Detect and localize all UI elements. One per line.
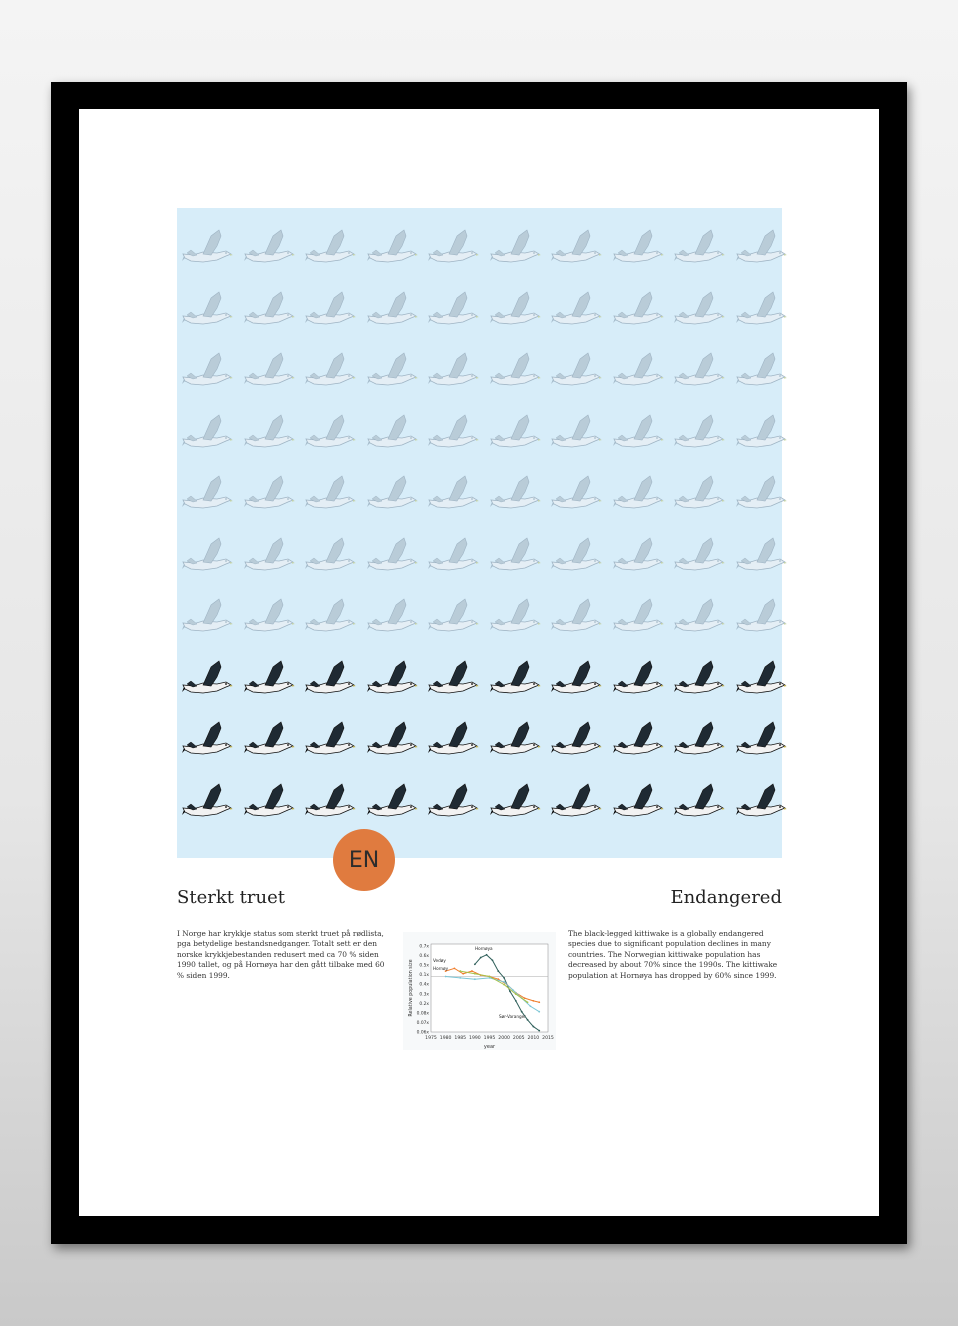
y-tick-label: 0.07x bbox=[416, 1020, 429, 1026]
x-tick-label: 2000 bbox=[498, 1036, 510, 1041]
kittiwake-icon bbox=[243, 659, 295, 699]
kittiwake-icon bbox=[366, 720, 418, 760]
data-point bbox=[515, 1000, 517, 1002]
faded-kittiwake-icon bbox=[243, 413, 295, 453]
y-tick-label: 0.2x bbox=[419, 1001, 429, 1007]
kittiwake-icon bbox=[612, 782, 664, 822]
faded-kittiwake-icon bbox=[304, 413, 356, 453]
faded-kittiwake-icon bbox=[243, 290, 295, 330]
picture-frame bbox=[51, 82, 907, 1244]
faded-kittiwake-icon bbox=[427, 474, 479, 514]
kittiwake-icon bbox=[673, 720, 725, 760]
faded-kittiwake-icon bbox=[181, 597, 233, 637]
data-point bbox=[538, 1001, 540, 1003]
data-point bbox=[532, 1026, 534, 1028]
y-tick-label: 0.5x bbox=[419, 963, 429, 969]
faded-kittiwake-icon bbox=[735, 413, 787, 453]
faded-kittiwake-icon bbox=[304, 290, 356, 330]
faded-kittiwake-icon bbox=[304, 351, 356, 391]
data-point bbox=[486, 954, 488, 956]
faded-kittiwake-icon bbox=[427, 597, 479, 637]
faded-kittiwake-icon bbox=[735, 351, 787, 391]
faded-kittiwake-icon bbox=[550, 351, 602, 391]
kittiwake-icon bbox=[673, 659, 725, 699]
faded-kittiwake-icon bbox=[181, 536, 233, 576]
faded-kittiwake-icon bbox=[181, 413, 233, 453]
data-point bbox=[480, 957, 482, 959]
kittiwake-icon bbox=[243, 720, 295, 760]
y-tick-label: 0.3x bbox=[419, 992, 429, 998]
kittiwake-icon bbox=[181, 720, 233, 760]
x-tick-label: 1985 bbox=[454, 1036, 467, 1041]
kittiwake-icon bbox=[550, 659, 602, 699]
faded-kittiwake-icon bbox=[366, 536, 418, 576]
faded-kittiwake-icon bbox=[427, 351, 479, 391]
faded-kittiwake-icon bbox=[243, 536, 295, 576]
data-point bbox=[530, 1005, 532, 1007]
faded-kittiwake-icon bbox=[612, 597, 664, 637]
kittiwake-icon bbox=[489, 782, 541, 822]
data-point bbox=[459, 970, 461, 972]
data-point bbox=[515, 993, 517, 995]
y-tick-label: 0.4x bbox=[419, 982, 429, 988]
data-point bbox=[459, 977, 461, 979]
data-point bbox=[462, 973, 464, 975]
faded-kittiwake-icon bbox=[181, 351, 233, 391]
x-tick-label: 2005 bbox=[512, 1036, 525, 1041]
kittiwake-icon bbox=[612, 720, 664, 760]
y-tick-label: 0.6x bbox=[419, 954, 429, 960]
y-tick-label: 0.06x bbox=[416, 1030, 429, 1036]
faded-kittiwake-icon bbox=[243, 228, 295, 268]
data-point bbox=[503, 981, 505, 983]
chart-annotation: Vedøy bbox=[433, 958, 446, 963]
kittiwake-icon bbox=[735, 659, 787, 699]
faded-kittiwake-icon bbox=[735, 228, 787, 268]
x-tick-label: 1980 bbox=[439, 1036, 452, 1041]
kittiwake-icon bbox=[673, 782, 725, 822]
faded-kittiwake-icon bbox=[489, 228, 541, 268]
heading-norwegian: Sterkt truet bbox=[177, 887, 285, 908]
x-tick-label: 2010 bbox=[527, 1036, 540, 1041]
faded-kittiwake-icon bbox=[427, 413, 479, 453]
y-tick-label: 0.08x bbox=[416, 1011, 429, 1017]
faded-kittiwake-icon bbox=[427, 228, 479, 268]
faded-kittiwake-icon bbox=[612, 351, 664, 391]
faded-kittiwake-icon bbox=[612, 290, 664, 330]
data-point bbox=[538, 1011, 540, 1013]
kittiwake-icon bbox=[489, 659, 541, 699]
faded-kittiwake-icon bbox=[181, 290, 233, 330]
data-point bbox=[538, 1030, 540, 1032]
faded-kittiwake-icon bbox=[735, 290, 787, 330]
faded-kittiwake-icon bbox=[304, 536, 356, 576]
faded-kittiwake-icon bbox=[673, 597, 725, 637]
faded-kittiwake-icon bbox=[489, 413, 541, 453]
faded-kittiwake-icon bbox=[612, 474, 664, 514]
faded-kittiwake-icon bbox=[735, 536, 787, 576]
kittiwake-icon bbox=[243, 782, 295, 822]
chart-annotation: Hornøya bbox=[475, 946, 493, 951]
faded-kittiwake-icon bbox=[673, 474, 725, 514]
kittiwake-icon bbox=[735, 720, 787, 760]
faded-kittiwake-icon bbox=[304, 597, 356, 637]
faded-kittiwake-icon bbox=[243, 351, 295, 391]
data-point bbox=[509, 990, 511, 992]
faded-kittiwake-icon bbox=[735, 474, 787, 514]
kittiwake-icon bbox=[550, 782, 602, 822]
faded-kittiwake-icon bbox=[550, 536, 602, 576]
chart-annotation: Hornøy bbox=[433, 966, 449, 971]
body-text-norwegian: I Norge har krykkje status som sterkt truet på rødlista, pga betydelige bestandsnedganger. Totalt sett er den norske krykkjebestanden redusert med ca 70 % siden 1990 tallet, og på Hornøya har den gått tilbake med 60 % siden 1999. bbox=[177, 929, 385, 980]
bird-grid-panel bbox=[177, 208, 782, 858]
faded-kittiwake-icon bbox=[489, 351, 541, 391]
faded-kittiwake-icon bbox=[735, 597, 787, 637]
body-text-english: The black-legged kittiwake is a globally endangered species due to significant population declines in many countries. The Norwegian kittiwake population has decreased by about 70% since the 1990s. The kittiwake population at Hornøya has dropped by 60% since 1999. bbox=[568, 929, 778, 980]
faded-kittiwake-icon bbox=[673, 351, 725, 391]
x-tick-label: 2015 bbox=[542, 1036, 554, 1041]
faded-kittiwake-icon bbox=[366, 290, 418, 330]
faded-kittiwake-icon bbox=[489, 536, 541, 576]
kittiwake-icon bbox=[612, 659, 664, 699]
kittiwake-icon bbox=[181, 782, 233, 822]
faded-kittiwake-icon bbox=[673, 536, 725, 576]
data-point bbox=[471, 970, 473, 972]
kittiwake-icon bbox=[366, 782, 418, 822]
faded-kittiwake-icon bbox=[366, 228, 418, 268]
faded-kittiwake-icon bbox=[550, 474, 602, 514]
data-point bbox=[474, 978, 476, 980]
x-tick-label: 1995 bbox=[483, 1036, 496, 1041]
faded-kittiwake-icon bbox=[243, 597, 295, 637]
kittiwake-icon bbox=[735, 782, 787, 822]
data-point bbox=[532, 1000, 534, 1002]
kittiwake-icon bbox=[550, 720, 602, 760]
data-point bbox=[503, 984, 505, 986]
faded-kittiwake-icon bbox=[181, 474, 233, 514]
kittiwake-icon bbox=[304, 659, 356, 699]
poster-paper bbox=[79, 109, 879, 1216]
data-point bbox=[497, 970, 499, 972]
y-tick-label: 0.7x bbox=[419, 944, 429, 950]
data-point bbox=[474, 973, 476, 975]
data-point bbox=[474, 963, 476, 965]
kittiwake-icon bbox=[427, 659, 479, 699]
faded-kittiwake-icon bbox=[366, 474, 418, 514]
kittiwake-icon bbox=[181, 659, 233, 699]
faded-kittiwake-icon bbox=[366, 413, 418, 453]
faded-kittiwake-icon bbox=[550, 290, 602, 330]
faded-kittiwake-icon bbox=[366, 597, 418, 637]
faded-kittiwake-icon bbox=[489, 290, 541, 330]
faded-kittiwake-icon bbox=[427, 290, 479, 330]
faded-kittiwake-icon bbox=[673, 290, 725, 330]
data-point bbox=[492, 959, 494, 961]
y-axis-label: Relative population size bbox=[409, 959, 414, 1017]
data-point bbox=[454, 967, 456, 969]
chart-annotation: Sør-Varanger bbox=[499, 1014, 526, 1019]
kittiwake-icon bbox=[366, 659, 418, 699]
faded-kittiwake-icon bbox=[550, 228, 602, 268]
x-tick-label: 1990 bbox=[469, 1036, 481, 1041]
x-axis-label: year bbox=[483, 1044, 496, 1050]
faded-kittiwake-icon bbox=[673, 413, 725, 453]
faded-kittiwake-icon bbox=[243, 474, 295, 514]
data-point bbox=[503, 977, 505, 979]
faded-kittiwake-icon bbox=[304, 474, 356, 514]
kittiwake-icon bbox=[304, 720, 356, 760]
faded-kittiwake-icon bbox=[612, 228, 664, 268]
faded-kittiwake-icon bbox=[489, 597, 541, 637]
data-point bbox=[527, 1019, 529, 1021]
status-badge: EN bbox=[333, 829, 395, 891]
data-point bbox=[521, 1011, 523, 1013]
faded-kittiwake-icon bbox=[550, 597, 602, 637]
data-point bbox=[527, 1001, 529, 1003]
heading-english: Endangered bbox=[670, 887, 782, 908]
faded-kittiwake-icon bbox=[673, 228, 725, 268]
population-chart bbox=[403, 932, 556, 1050]
data-point bbox=[445, 976, 447, 978]
faded-kittiwake-icon bbox=[181, 228, 233, 268]
faded-kittiwake-icon bbox=[366, 351, 418, 391]
kittiwake-icon bbox=[427, 782, 479, 822]
kittiwake-icon bbox=[427, 720, 479, 760]
kittiwake-icon bbox=[489, 720, 541, 760]
faded-kittiwake-icon bbox=[550, 413, 602, 453]
faded-kittiwake-icon bbox=[612, 413, 664, 453]
kittiwake-icon bbox=[304, 782, 356, 822]
data-point bbox=[524, 997, 526, 999]
faded-kittiwake-icon bbox=[304, 228, 356, 268]
x-tick-label: 1975 bbox=[425, 1036, 437, 1041]
faded-kittiwake-icon bbox=[427, 536, 479, 576]
faded-kittiwake-icon bbox=[612, 536, 664, 576]
faded-kittiwake-icon bbox=[489, 474, 541, 514]
y-tick-label: 0.1x bbox=[419, 973, 429, 979]
data-point bbox=[489, 976, 491, 978]
